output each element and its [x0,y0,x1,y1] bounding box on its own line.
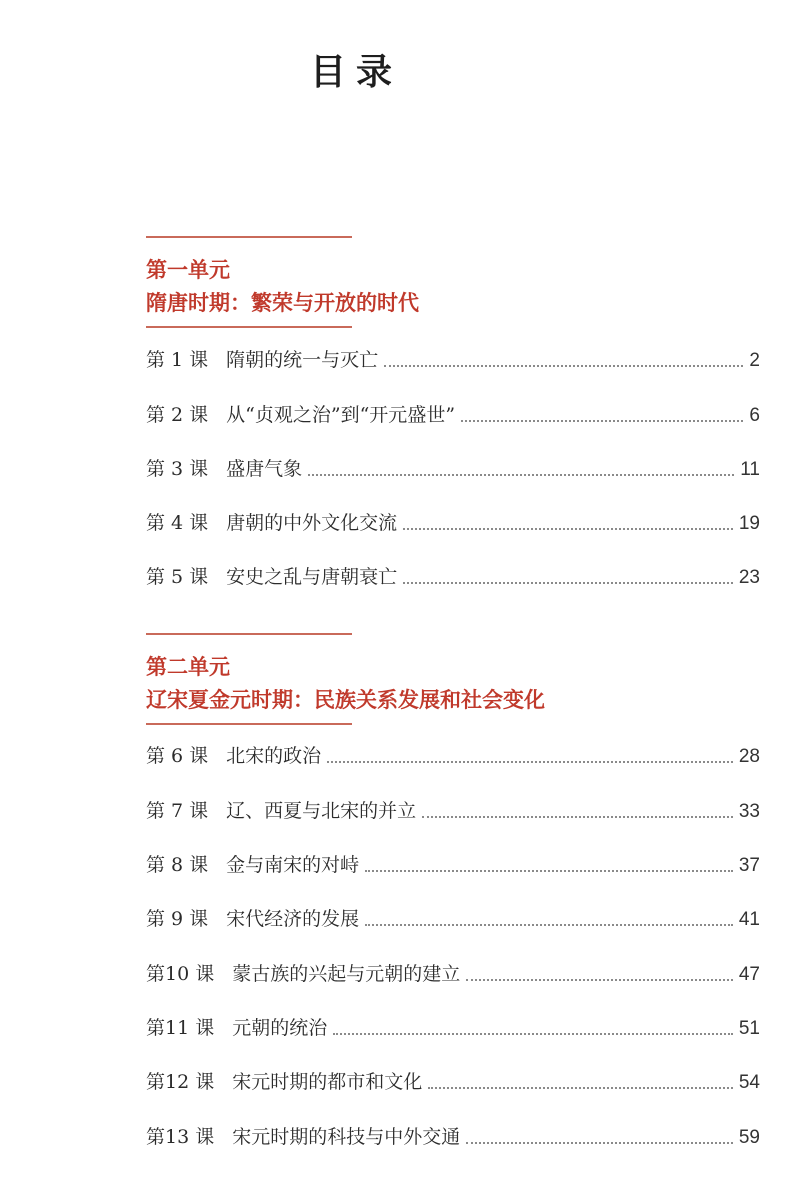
page-number: 11 [740,459,760,480]
dot-leader [466,978,733,981]
toc-entry[interactable] [146,1064,760,1094]
unit-title: 辽宋夏金元时期：民族关系发展和社会变化 [146,687,545,712]
dot-leader [384,364,743,367]
lesson-number: 第 6 课 [146,745,209,767]
lesson-title: 辽、西夏与北宋的并立 [226,800,417,822]
unit-header [146,633,626,727]
lesson-title: 元朝的统治 [232,1017,328,1039]
toc-entry[interactable] [146,1010,760,1040]
toc-entry[interactable] [146,738,760,768]
page-number: 28 [738,746,760,767]
dot-leader [333,1032,733,1035]
dot-leader [403,581,733,584]
unit-header [146,236,419,330]
lesson-title: 安史之乱与唐朝衰亡 [226,566,398,588]
lesson-number: 第12 课 [146,1071,215,1093]
lesson-title: 从“贞观之治”到“开元盛世” [226,404,456,426]
unit-top-rule [146,633,352,635]
dot-leader [466,1141,733,1144]
toc-entry[interactable] [146,956,760,986]
lesson-title: 唐朝的中外文化交流 [226,512,398,534]
page-number: 47 [738,964,760,985]
dot-leader [308,473,734,476]
unit-number: 第二单元 [146,654,230,679]
page-number: 6 [749,405,760,426]
unit-top-rule [146,236,352,238]
lesson-number: 第 3 课 [146,458,209,480]
dot-leader [403,527,733,530]
lesson-number: 第 5 课 [146,566,209,588]
page-number: 23 [738,567,760,588]
page-number: 59 [738,1127,760,1148]
dot-leader [365,923,733,926]
lesson-number: 第 4 课 [146,512,209,534]
lesson-number: 第10 课 [146,963,215,985]
unit-title: 隋唐时期：繁荣与开放的时代 [146,290,419,315]
page-number: 51 [738,1018,760,1039]
page-number: 33 [738,801,760,822]
toc-entry[interactable] [146,559,760,589]
lesson-title: 宋元时期的科技与中外交通 [232,1126,461,1148]
page-number: 19 [738,513,760,534]
toc-entry[interactable] [146,505,760,535]
toc-entry[interactable] [146,901,760,931]
lesson-title: 盛唐气象 [226,458,303,480]
dot-leader [461,419,743,422]
page-number: 41 [738,909,760,930]
page-number: 37 [738,855,760,876]
toc-entry[interactable] [146,847,760,877]
page-title: 目录 [309,51,402,93]
unit-bottom-rule [146,326,352,328]
toc-entry[interactable] [146,793,760,823]
page-number: 54 [738,1072,760,1093]
lesson-number: 第 1 课 [146,349,209,371]
toc-entry[interactable] [146,342,760,372]
page-number: 2 [749,350,760,371]
dot-leader [327,760,733,763]
lesson-number: 第 8 课 [146,854,209,876]
lesson-title: 蒙古族的兴起与元朝的建立 [232,963,461,985]
unit-bottom-rule [146,723,352,725]
lesson-number: 第 2 课 [146,404,209,426]
toc-entry[interactable] [146,451,760,481]
toc-entry[interactable] [146,1119,760,1149]
dot-leader [365,869,733,872]
lesson-title: 隋朝的统一与灭亡 [226,349,379,371]
lesson-number: 第 7 课 [146,800,209,822]
toc-entry[interactable] [146,397,760,427]
unit-number: 第一单元 [146,257,230,282]
lesson-title: 宋元时期的都市和文化 [232,1071,423,1093]
dot-leader [422,815,733,818]
lesson-number: 第 9 课 [146,908,209,930]
lesson-title: 宋代经济的发展 [226,908,360,930]
lesson-number: 第11 课 [146,1017,215,1039]
lesson-number: 第13 课 [146,1126,215,1148]
dot-leader [428,1086,733,1089]
lesson-title: 北宋的政治 [226,745,322,767]
lesson-title: 金与南宋的对峙 [226,854,360,876]
